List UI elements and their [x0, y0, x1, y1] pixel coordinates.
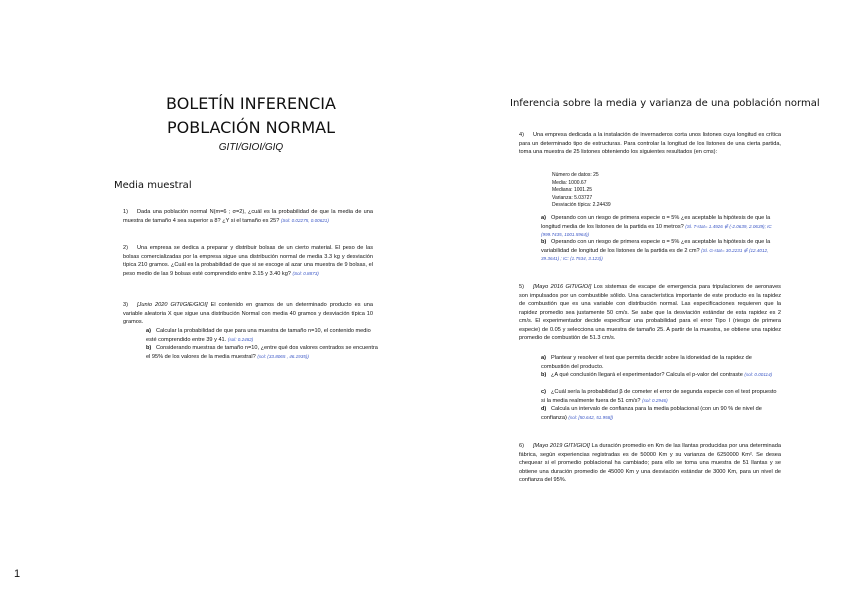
problem-4-text: Una empresa dedicada a la instalación de invernaderos corta unos listones cuya longitud es crítica para un determinado tipo de estructuras. Para controlar la longitud de los listones de una cierta partida, toma una muestra de 25 listones obteniendo los siguientes resultados (en cms):: [519, 132, 781, 155]
problem-3-text: El contenido en gramos de un determinado producto es una variable aleatoria X que sigue una distribución Normal con media 40 gramos y desviación típica 10 gramos.: [123, 302, 374, 325]
page-number: 1: [14, 568, 21, 580]
problem-4b: [541, 238, 784, 264]
problem-3-tag: [Junio 2020 GITI/GIE/GIOI]: [137, 302, 208, 308]
stat-count: Número de datos: 25: [552, 172, 599, 178]
problem-4b-label: b): [541, 239, 547, 245]
problem-1-text: Dada una población normal N(m=6 ; σ=2), ¿cuál es la probabilidad de que la media de una muestra de tamaño 4 sea superior a 8? ¿Y si el tamaño es 25?: [123, 209, 373, 224]
problem-3b-text: Considerando muestras de tamaño n=10, ¿entre qué dos valores centrados se encuentra el 95% de los valores de la media muestral?: [146, 345, 378, 360]
problem-5d-text: Calcula un intervalo de confianza para la media poblacional (con un 90 % de nivel de confianza): [541, 406, 762, 421]
problem-6-number: 6): [519, 443, 524, 449]
problem-5d-label: d): [541, 406, 547, 412]
problem-3b-label: b): [146, 345, 152, 351]
problem-5d-solution: (sol: [50.642, 51.958]): [568, 414, 614, 420]
problem-1-solution: (Sol: 0.02275, 0.00621): [280, 217, 329, 223]
problem-4-number: 4): [519, 132, 524, 138]
problem-5b: [541, 371, 781, 380]
problem-5-tag: [Mayo 2016 GITI/GIOI]: [533, 284, 592, 290]
title-line-2: POBLACIÓN NORMAL: [166, 118, 336, 137]
subtitle: GITI/GIOI/GIQ: [218, 142, 284, 153]
problem-2-text: Una empresa se dedica a preparar y distribuir bolsas de un cierto material. El peso de las bolsas comercializadas por la empresa sigue una distribución normal de media 3.3 kg y desviación típica 210 gramos. ¿Cuál es la probabilidad de que si se escoge al azar una muestra de 9 bolsas, el peso medio de las 9 bolsas esté comprendido entre 3.15 y 3.40 kg?: [123, 245, 373, 277]
problem-4a-label: a): [541, 215, 546, 221]
problem-5b-text: ¿A qué conclusión llegará el experimentador? Calcula el p-valor del contraste: [551, 372, 743, 378]
title-line-1: BOLETÍN INFERENCIA: [166, 94, 336, 113]
problem-5-text: Los sistemas de escape de emergencia para tripulaciones de aeronaves son impulsados por un combustible sólido. Una característica importante de este producto es la rapidez de combustión que es una variable con distribución normal. Las especificaciones requieren que la rapidez promedio sea justamente 50 cm/s. Se sabe que la desviación estándar de esta rapidez es 2 cm/s. El experimentador decide especificar una probabilidad para el error Tipo I (riesgo de primera especie) de 0.05 y selecciona una muestra de tamaño 25. A partir de la muestra, se obtiene una rapidez promedio de combustión de 51.3 cm/s.: [519, 284, 781, 341]
problem-3a: [146, 327, 382, 344]
problem-4a-solution: (Sl. T-stat= 1.4926 ∉ (-2.0639, 2.0639); IC (999.7435, 1001.5964)): [541, 223, 772, 237]
problem-5a-text: Plantear y resolver el test que permita decidir sobre la idoneidad de la rapidez de combustión del producto.: [541, 355, 752, 370]
problem-3b: [146, 344, 382, 361]
problem-5a: [541, 354, 781, 371]
problem-5a-label: a): [541, 355, 546, 361]
problem-3-number: 3): [123, 302, 128, 308]
problem-1: [123, 208, 373, 225]
problem-5c-label: c): [541, 389, 546, 395]
problem-4: [519, 131, 781, 157]
problem-3a-label: a): [146, 328, 151, 334]
problem-6-text: La duración promedio en Km de las llantas producidas por una determinada fábrica, según experiencias registradas es de 50000 Km y su varianza de 6250000 Km². Se desea chequear si el promedio poblacional ha cambiado; para ello se toma una muestra de 51 llantas y se obtiene una duración promedio de 45000 Km y una desviación estándar de 3000 Km, para un nivel de confianza del 95%.: [519, 443, 781, 483]
problem-3: [123, 301, 373, 327]
problem-2-solution: (Sol: 0.8873): [292, 270, 319, 276]
problem-2: [123, 244, 373, 278]
problem-6: [519, 442, 781, 485]
problem-1-number: 1): [123, 209, 128, 215]
problem-6-tag: [Mayo 2019 GITI/GIOI]: [533, 443, 590, 449]
problem-5b-label: b): [541, 372, 547, 378]
problem-4a-text: Operando con un riesgo de primera especie α = 5% ¿es aceptable la hipótesis de que la longitud media de los listones de la partida es 10 metros?: [541, 215, 771, 230]
stat-std: Desviación típica: 2.24439: [552, 202, 611, 208]
stat-median: Mediana: 1001.25: [552, 187, 593, 193]
problem-5c: [541, 388, 781, 405]
problem-5: [519, 283, 781, 343]
problem-5c-solution: (sol: 0.2946): [642, 397, 668, 403]
problem-4b-solution: (Sl. G-stat= 30.2231 ∉ (12.4012, 39.3641) ; IC: (1.7534, 3.123)): [541, 247, 769, 261]
stat-mean: Media: 1000.67: [552, 179, 587, 186]
problem-4b-text: Operando con un riesgo de primera especie α = 5% ¿es aceptable la hipótesis de que la variabilidad de longitud de los listones de la partida es de 2 cm?: [541, 239, 771, 254]
problem-3a-text: Calcular la probabilidad de que para una muestra de tamaño n=10, el contenido medio esté comprendido entre 39 y 41.: [146, 328, 371, 343]
problem-5b-solution: (sol: 0.00114): [744, 372, 773, 377]
problem-5d: [541, 405, 781, 422]
problem-2-number: 2): [123, 245, 128, 251]
problem-3b-solution: (sol: (33.8065 , 46.1935)): [257, 353, 309, 359]
problem-4a: [541, 214, 784, 240]
problem-5c-text: ¿Cuál sería la probabilidad β de cometer el error de segunda especie con el test propuesto si la media realmente fuera de 51 cm/s?: [541, 389, 777, 404]
section-heading-left: Media muestral: [114, 180, 192, 191]
section-heading-right: Inferencia sobre la media y varianza de una población normal: [510, 98, 820, 109]
stat-variance: Varianza: 5.03727: [552, 194, 593, 201]
problem-4-stats: [552, 172, 752, 210]
problem-5-number: 5): [519, 284, 524, 290]
problem-3a-solution: (sol: 0.2482): [227, 336, 254, 342]
